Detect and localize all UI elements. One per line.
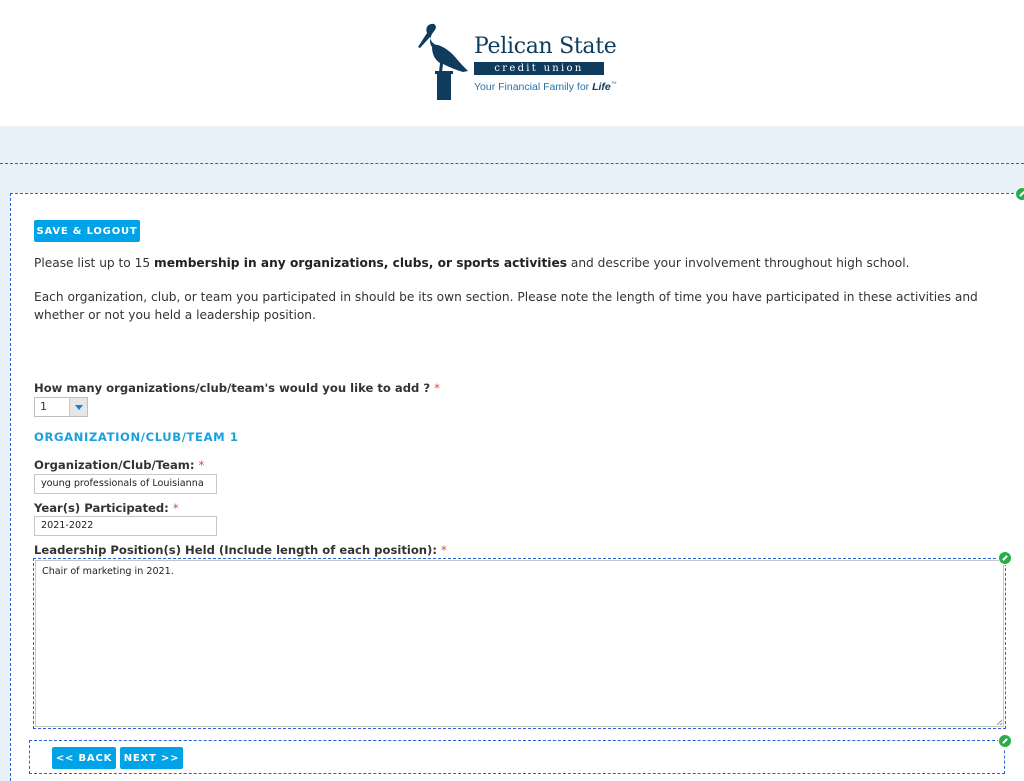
brand-name: Pelican State: [474, 34, 617, 59]
required-marker: *: [198, 458, 205, 472]
edit-handle-icon[interactable]: [999, 552, 1011, 564]
organization-count-select[interactable]: [34, 397, 88, 417]
organization-input[interactable]: young professionals of Louisianna: [34, 474, 217, 494]
intro-text-after: and describe your involvement throughout high school.: [570, 256, 910, 270]
instructions-paragraph: Each organization, club, or team you participated in should be its own section. Please note the length of time you have participated in these activities and whether or not you held a leadership position.: [34, 290, 978, 322]
pelican-state-logo[interactable]: [416, 20, 616, 104]
required-marker: *: [172, 501, 179, 515]
required-marker: *: [434, 381, 440, 395]
leadership-label-text: Leadership Position(s) Held (Include length of each position):: [34, 543, 437, 557]
section-title: ORGANIZATION/CLUB/TEAM 1: [34, 430, 239, 444]
organization-label: [34, 458, 204, 472]
leadership-textarea[interactable]: Chair of marketing in 2021.: [35, 560, 1004, 727]
site-header: [0, 0, 1024, 126]
intro-paragraph: [34, 254, 1004, 272]
years-label: [34, 501, 179, 515]
years-input[interactable]: 2021-2022: [34, 516, 217, 536]
tagline-emphasis: Life: [592, 81, 611, 93]
edit-handle-icon[interactable]: [999, 735, 1011, 747]
section-divider: [0, 163, 1024, 164]
leadership-textarea-container: [33, 558, 1006, 729]
years-label-text: Year(s) Participated:: [34, 501, 169, 515]
next-button[interactable]: NEXT >>: [120, 747, 183, 769]
save-logout-button[interactable]: SAVE & LOGOUT: [34, 220, 140, 242]
pelican-icon: [416, 20, 472, 102]
organization-label-text: Organization/Club/Team:: [34, 458, 195, 472]
organization-count-value: 1: [40, 400, 47, 413]
leadership-label: [34, 543, 447, 557]
intro-text-bold: membership in any organizations, clubs, or sports activities: [154, 256, 567, 270]
chevron-down-icon[interactable]: [69, 398, 87, 416]
count-question-text: How many organizations/club/team's would you like to add ?: [34, 381, 431, 395]
intro-text-before: Please list up to 15: [34, 256, 151, 270]
brand-subname: credit union: [474, 62, 604, 75]
required-marker: *: [441, 543, 447, 557]
resize-handle-icon[interactable]: [996, 719, 1003, 726]
tagline-prefix: Your Financial Family for: [474, 81, 590, 93]
back-button[interactable]: << BACK: [52, 747, 116, 769]
tagline-trademark: ™: [610, 81, 617, 88]
brand-tagline: [474, 81, 617, 93]
count-question-label: [34, 381, 440, 395]
edit-handle-icon[interactable]: [1016, 188, 1024, 200]
